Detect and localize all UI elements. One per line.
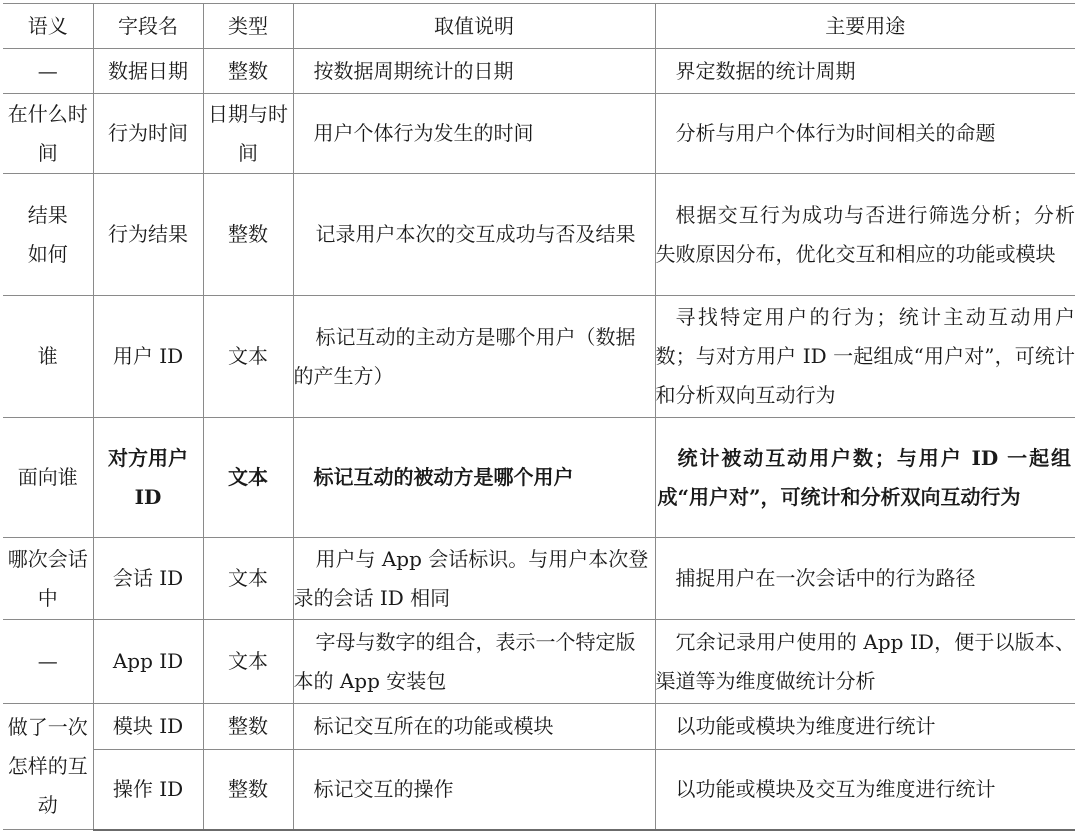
description-cell: 按数据周期统计的日期 bbox=[293, 49, 655, 94]
usage-cell: 根据交互行为成功与否进行筛选分析；分析失败原因分布，优化交互和相应的功能或模块 bbox=[655, 174, 1075, 296]
usage-cell: 捕捉用户在一次会话中的行为路径 bbox=[655, 538, 1075, 620]
field-name-cell: 数据日期 bbox=[93, 49, 203, 94]
type-cell: 文本 bbox=[203, 296, 293, 418]
header-value-description: 取值说明 bbox=[293, 4, 655, 49]
type-cell: 文本 bbox=[203, 418, 293, 538]
usage-cell: 分析与用户个体行为时间相关的命题 bbox=[655, 94, 1075, 174]
description-cell: 用户与 App 会话标识。与用户本次登录的会话 ID 相同 bbox=[293, 538, 655, 620]
description-cell: 标记交互的操作 bbox=[293, 750, 655, 830]
usage-cell: 统计被动互动用户数；与用户 ID 一起组成“用户对”，可统计和分析双向互动行为 bbox=[655, 418, 1075, 538]
type-cell: 文本 bbox=[203, 620, 293, 704]
table-row bbox=[3, 538, 1075, 620]
type-cell: 整数 bbox=[203, 704, 293, 750]
semantics-cell: 谁 bbox=[3, 296, 93, 418]
table-row bbox=[3, 94, 1075, 174]
table-row bbox=[3, 750, 1075, 830]
semantics-cell: 面向谁 bbox=[3, 418, 93, 538]
usage-cell: 以功能或模块为维度进行统计 bbox=[655, 704, 1075, 750]
semantics-cell: 哪次会话中 bbox=[3, 538, 93, 620]
semantics-cell: — bbox=[3, 620, 93, 704]
table-row bbox=[3, 49, 1075, 94]
usage-cell: 以功能或模块及交互为维度进行统计 bbox=[655, 750, 1075, 830]
semantics-cell: 在什么时间 bbox=[3, 94, 93, 174]
type-cell: 日期与时间 bbox=[203, 94, 293, 174]
table-row bbox=[3, 620, 1075, 704]
header-main-use: 主要用途 bbox=[655, 4, 1075, 49]
header-field-name: 字段名 bbox=[93, 4, 203, 49]
field-name-cell: 行为时间 bbox=[93, 94, 203, 174]
description-cell: 记录用户本次的交互成功与否及结果 bbox=[293, 174, 655, 296]
field-name-cell: 用户 ID bbox=[93, 296, 203, 418]
field-name-cell: 对方用户 ID bbox=[93, 418, 203, 538]
table-header-row bbox=[3, 4, 1075, 49]
description-cell: 用户个体行为发生的时间 bbox=[293, 94, 655, 174]
table-row bbox=[3, 296, 1075, 418]
header-semantics: 语义 bbox=[3, 4, 93, 49]
header-type: 类型 bbox=[203, 4, 293, 49]
description-cell: 标记互动的主动方是哪个用户（数据的产生方） bbox=[293, 296, 655, 418]
usage-cell: 冗余记录用户使用的 App ID，便于以版本、渠道等为维度做统计分析 bbox=[655, 620, 1075, 704]
semantics-cell: — bbox=[3, 49, 93, 94]
type-cell: 整数 bbox=[203, 750, 293, 830]
type-cell: 整数 bbox=[203, 49, 293, 94]
table-row bbox=[3, 174, 1075, 296]
semantics-cell: 结果如何 bbox=[3, 174, 93, 296]
field-definition-table bbox=[3, 3, 1075, 831]
table-row bbox=[3, 704, 1075, 750]
type-cell: 整数 bbox=[203, 174, 293, 296]
table-row bbox=[3, 418, 1075, 538]
field-name-cell: 操作 ID bbox=[93, 750, 203, 830]
description-cell: 标记互动的被动方是哪个用户 bbox=[293, 418, 655, 538]
usage-cell: 寻找特定用户的行为；统计主动互动用户数；与对方用户 ID 一起组成“用户对”，可统计和分析双向互动行为 bbox=[655, 296, 1075, 418]
semantics-cell: 做了一次怎样的互动 bbox=[3, 704, 93, 830]
description-cell: 标记交互所在的功能或模块 bbox=[293, 704, 655, 750]
usage-cell: 界定数据的统计周期 bbox=[655, 49, 1075, 94]
field-name-cell: App ID bbox=[93, 620, 203, 704]
type-cell: 文本 bbox=[203, 538, 293, 620]
description-cell: 字母与数字的组合，表示一个特定版本的 App 安装包 bbox=[293, 620, 655, 704]
field-name-cell: 会话 ID bbox=[93, 538, 203, 620]
field-name-cell: 模块 ID bbox=[93, 704, 203, 750]
field-name-cell: 行为结果 bbox=[93, 174, 203, 296]
